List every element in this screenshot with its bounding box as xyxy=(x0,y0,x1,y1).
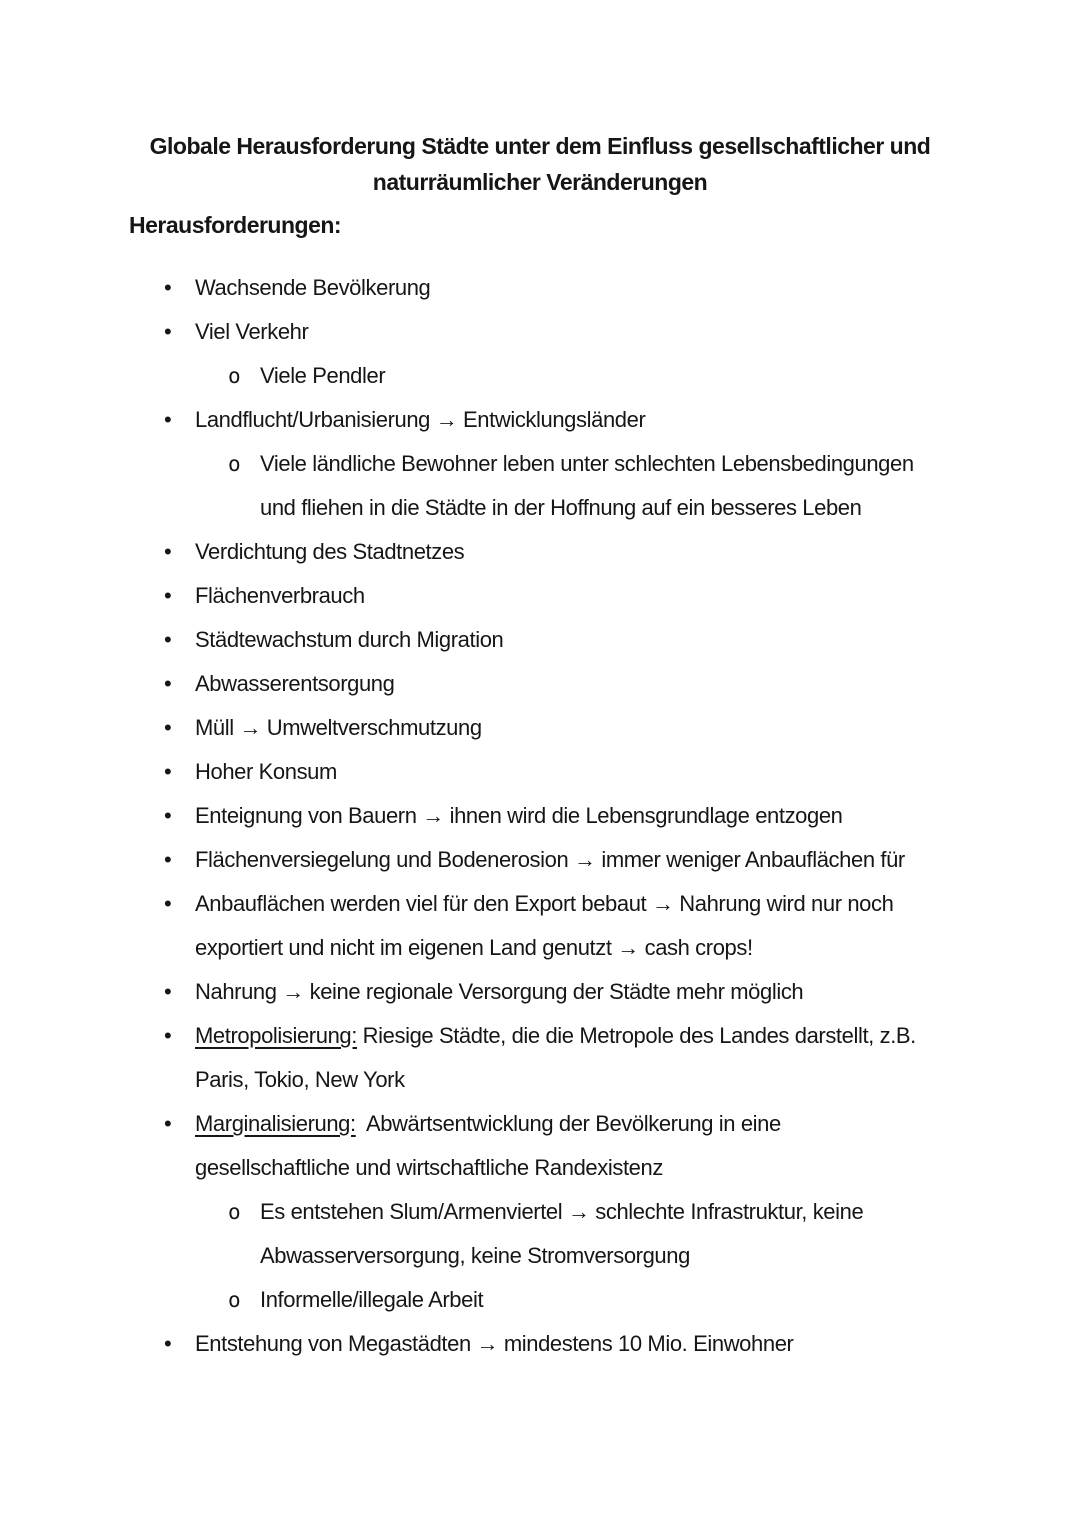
list-item-line: • Städtewachstum durch Migration xyxy=(0,618,1080,662)
bullet-disc-marker: • xyxy=(164,671,172,696)
list-item-line: • Anbauflächen werden viel für den Export bebaut → Nahrung wird nur noch xyxy=(0,882,1080,926)
list-item-line: o Es entstehen Slum/Armenviertel → schlechte Infrastruktur, keine xyxy=(0,1190,1080,1234)
bullet-disc-marker: • xyxy=(164,627,172,652)
list-item-line: • Nahrung → keine regionale Versorgung der Städte mehr möglich xyxy=(0,970,1080,1014)
list-item-line: und fliehen in die Städte in der Hoffnung auf ein besseres Leben xyxy=(260,495,862,520)
list-item-line: • Metropolisierung: Riesige Städte, die die Metropole des Landes darstellt, z.B. xyxy=(0,1014,1080,1058)
list-item-line: • Müll → Umweltverschmutzung xyxy=(0,706,1080,750)
bullet-disc-marker: • xyxy=(164,275,172,300)
bullet-disc-marker: • xyxy=(164,407,172,432)
bullet-disc-marker: • xyxy=(164,847,172,872)
document-title xyxy=(0,0,1080,200)
list-item-line: • Marginalisierung: Abwärtsentwicklung der Bevölkerung in eine xyxy=(0,1102,1080,1146)
section-heading: Herausforderungen: xyxy=(129,212,342,238)
bullet-circle-marker: o xyxy=(228,452,241,476)
bullet-disc-marker: • xyxy=(164,891,172,916)
list-item-line: gesellschaftliche und wirtschaftliche Randexistenz xyxy=(195,1155,663,1180)
bullet-list xyxy=(0,266,1080,1366)
document-title-line-1: Globale Herausforderung Städte unter dem Einfluss gesellschaftlicher und xyxy=(149,133,931,159)
list-item-line: • Viel Verkehr xyxy=(0,310,1080,354)
bullet-circle-marker: o xyxy=(228,1200,241,1224)
bullet-disc-marker: • xyxy=(164,759,172,784)
list-item-line: • Landflucht/Urbanisierung → Entwicklungsländer xyxy=(0,398,1080,442)
bullet-disc-marker: • xyxy=(164,715,172,740)
bullet-circle-marker: o xyxy=(228,364,241,388)
bullet-disc-marker: • xyxy=(164,979,172,1004)
bullet-disc-marker: • xyxy=(164,1111,172,1136)
list-item-line: exportiert und nicht im eigenen Land genutzt → cash crops! xyxy=(195,935,753,960)
bullet-disc-marker: • xyxy=(164,539,172,564)
list-item-line: • Wachsende Bevölkerung xyxy=(0,266,1080,310)
bullet-disc-marker: • xyxy=(164,1023,172,1048)
list-item-line: • Verdichtung des Stadtnetzes xyxy=(0,530,1080,574)
list-item-line: • Abwasserentsorgung xyxy=(0,662,1080,706)
bullet-disc-marker: • xyxy=(164,1331,172,1356)
list-item-line: • Flächenverbrauch xyxy=(0,574,1080,618)
list-item-line: • Flächenversiegelung und Bodenerosion → immer weniger Anbauflächen für xyxy=(0,838,1080,882)
bullet-disc-marker: • xyxy=(164,319,172,344)
list-item-line: Abwasserversorgung, keine Stromversorgung xyxy=(260,1243,690,1268)
list-item-line: o Informelle/illegale Arbeit xyxy=(0,1278,1080,1322)
underlined-term: Marginalisierung: xyxy=(195,1111,356,1136)
list-item-line: o Viele Pendler xyxy=(0,354,1080,398)
list-item-line: • Entstehung von Megastädten → mindestens 10 Mio. Einwohner xyxy=(0,1322,1080,1366)
bullet-disc-marker: • xyxy=(164,583,172,608)
document-title-line-2: naturräumlicher Veränderungen xyxy=(372,169,708,195)
list-item-line: Paris, Tokio, New York xyxy=(195,1067,405,1092)
underlined-term: Metropolisierung: xyxy=(195,1023,357,1048)
bullet-disc-marker: • xyxy=(164,803,172,828)
list-item-line: o Viele ländliche Bewohner leben unter schlechten Lebensbedingungen xyxy=(0,442,1080,486)
list-item-line: • Enteignung von Bauern → ihnen wird die Lebensgrundlage entzogen xyxy=(0,794,1080,838)
list-item-line: • Hoher Konsum xyxy=(0,750,1080,794)
bullet-circle-marker: o xyxy=(228,1288,241,1312)
